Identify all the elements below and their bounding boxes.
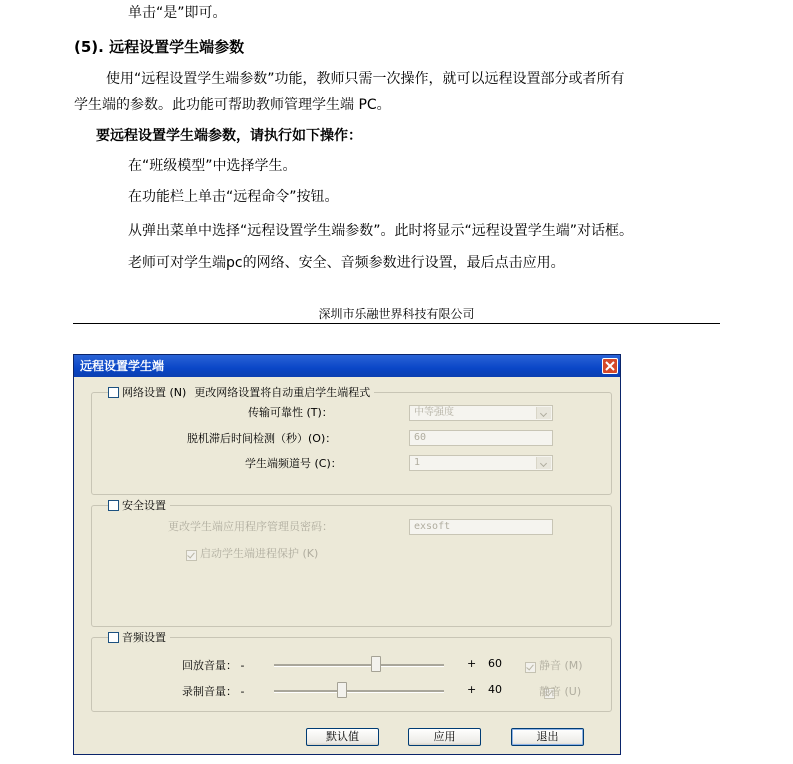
dialog-title: 远程设置学生端 bbox=[80, 359, 165, 373]
exit-button[interactable]: 退出 bbox=[511, 728, 584, 746]
apply-button[interactable]: 应用 bbox=[408, 728, 481, 746]
timeout-value: 60 bbox=[414, 432, 427, 443]
step-4: 老师可对学生端pc的网络、安全、音频参数进行设置，最后点击应用。 bbox=[128, 255, 565, 271]
reliability-select[interactable] bbox=[409, 405, 553, 421]
record-volume-label: 录制音量： - bbox=[182, 685, 245, 698]
record-mute-label: 静音 (U) bbox=[539, 685, 582, 698]
timeout-input[interactable] bbox=[409, 430, 553, 446]
section-heading: (5). 远程设置学生端参数 bbox=[74, 38, 245, 56]
network-checkbox[interactable] bbox=[108, 387, 119, 398]
reliability-label: 传输可靠性 (T)： bbox=[248, 406, 333, 419]
audio-label: 音频设置 bbox=[122, 631, 166, 644]
network-group bbox=[91, 386, 612, 495]
record-volume-value: 40 bbox=[488, 683, 502, 696]
playback-mute-checkbox[interactable] bbox=[525, 662, 536, 673]
doc-paragraph-1: 使用“远程设置学生端参数”功能，教师只需一次操作，就可以远程设置部分或者所有 bbox=[106, 71, 625, 87]
doc-line-confirm: 单击“是”即可。 bbox=[128, 5, 227, 21]
playback-volume-track[interactable] bbox=[274, 664, 444, 667]
dialog-titlebar[interactable] bbox=[74, 355, 620, 377]
audio-checkbox[interactable] bbox=[108, 632, 119, 643]
audio-group-header bbox=[108, 629, 170, 645]
security-group-header bbox=[108, 497, 170, 513]
security-group bbox=[91, 499, 612, 627]
audio-group bbox=[91, 631, 612, 712]
admin-password-input[interactable] bbox=[409, 519, 553, 535]
playback-volume-value: 60 bbox=[488, 657, 502, 670]
playback-volume-slider[interactable] bbox=[371, 656, 381, 672]
chevron-down-icon bbox=[536, 407, 551, 419]
process-protect-checkbox[interactable] bbox=[186, 550, 197, 561]
playback-plus: + bbox=[467, 657, 477, 670]
process-protect-label: 启动学生端进程保护 (K) bbox=[200, 547, 319, 560]
channel-select[interactable] bbox=[409, 455, 553, 471]
timeout-label: 脱机滞后时间检测（秒）(O)： bbox=[187, 432, 337, 445]
admin-password-label: 更改学生端应用程序管理员密码： bbox=[168, 520, 333, 533]
record-plus: + bbox=[467, 683, 477, 696]
close-button[interactable] bbox=[602, 358, 618, 374]
step-1: 在“班级模型”中选择学生。 bbox=[128, 158, 297, 174]
security-checkbox[interactable] bbox=[108, 500, 119, 511]
remote-settings-dialog bbox=[73, 354, 621, 755]
admin-password-value: exsoft bbox=[414, 521, 451, 532]
step-3: 从弹出菜单中选择“远程设置学生端参数”。此时将显示“远程设置学生端”对话框。 bbox=[128, 223, 634, 239]
network-hint: 更改网络设置将自动重启学生端程式 bbox=[194, 386, 371, 399]
footer-rule bbox=[73, 323, 720, 324]
network-label: 网络设置 (N) bbox=[122, 386, 187, 399]
subheading: 要远程设置学生端参数，请执行如下操作： bbox=[96, 128, 362, 144]
doc-paragraph-2: 学生端的参数。此功能可帮助教师管理学生端 PC。 bbox=[74, 97, 391, 113]
step-2: 在功能栏上单击“远程命令”按钮。 bbox=[128, 189, 339, 205]
security-label: 安全设置 bbox=[122, 499, 166, 512]
channel-label: 学生端频道号 (C)： bbox=[245, 457, 342, 470]
channel-value: 1 bbox=[414, 457, 421, 468]
record-volume-track[interactable] bbox=[274, 690, 444, 693]
default-button[interactable]: 默认值 bbox=[306, 728, 379, 746]
playback-volume-label: 回放音量： - bbox=[182, 659, 245, 672]
reliability-value: 中等强度 bbox=[414, 407, 454, 418]
playback-mute-label: 静音 (M) bbox=[539, 659, 583, 672]
record-volume-slider[interactable] bbox=[337, 682, 347, 698]
network-group-header bbox=[108, 384, 374, 400]
page-footer: 深圳市乐融世界科技有限公司 bbox=[318, 307, 475, 321]
close-icon bbox=[605, 361, 615, 371]
chevron-down-icon bbox=[536, 457, 551, 469]
